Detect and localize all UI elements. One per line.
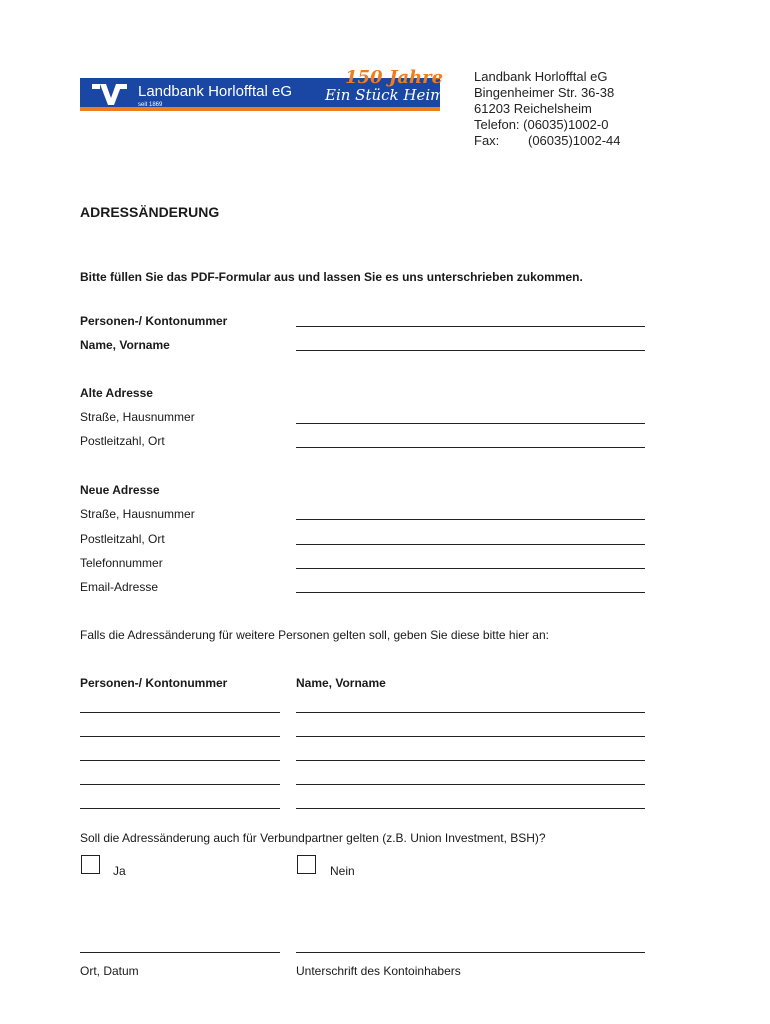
email-label: Email-Adresse (80, 580, 159, 594)
old-street-field[interactable] (296, 423, 645, 424)
extra-account-field-1[interactable] (80, 712, 280, 713)
page-title: ADRESSÄNDERUNG (80, 204, 220, 220)
fax-label: Fax: (474, 133, 500, 148)
account-number-label: Personen-/ Kontonummer (80, 314, 228, 328)
no-checkbox[interactable] (297, 855, 316, 874)
name-field[interactable] (296, 350, 645, 351)
signature-label: Unterschrift des Kontoinhabers (296, 964, 461, 978)
intro-text: Bitte füllen Sie das PDF-Formular aus und lassen Sie es uns unterschrieben zukommen. (80, 270, 583, 284)
extra-name-field-5[interactable] (296, 808, 645, 809)
logo-slogan: Ein Stück Heimat (325, 86, 460, 104)
no-label: Nein (330, 864, 355, 878)
old-zip-field[interactable] (296, 447, 645, 448)
yes-checkbox[interactable] (81, 855, 100, 874)
extra-account-field-5[interactable] (80, 808, 280, 809)
new-address-heading: Neue Adresse (80, 483, 160, 497)
bank-logo (80, 67, 460, 114)
logo-since: seit 1869 (138, 102, 163, 108)
bank-address-phone: Telefon: (06035)1002-0 (474, 117, 609, 132)
extra-name-field-3[interactable] (296, 760, 645, 761)
new-street-field[interactable] (296, 519, 645, 520)
extra-name-field-1[interactable] (296, 712, 645, 713)
more-persons-name-header: Name, Vorname (296, 676, 386, 690)
place-date-label: Ort, Datum (80, 964, 139, 978)
bank-address-name: Landbank Horlofftal eG (474, 69, 608, 84)
phone-label: Telefonnummer (80, 556, 163, 570)
more-persons-account-header: Personen-/ Kontonummer (80, 676, 228, 690)
extra-name-field-2[interactable] (296, 736, 645, 737)
bank-address-city: 61203 Reichelsheim (474, 101, 592, 116)
new-street-label: Straße, Hausnummer (80, 507, 195, 521)
new-zip-field[interactable] (296, 544, 645, 545)
account-number-field[interactable] (296, 326, 645, 327)
bank-address-fax (474, 133, 621, 148)
phone-field[interactable] (296, 568, 645, 569)
old-zip-label: Postleitzahl, Ort (80, 434, 165, 448)
fax-value: (06035)1002-44 (528, 133, 621, 148)
more-persons-text: Falls die Adressänderung für weitere Personen gelten soll, geben Sie diese bitte hier an: (80, 628, 549, 642)
name-label: Name, Vorname (80, 338, 170, 352)
sparkasse-style-v-logo-icon (92, 82, 128, 110)
old-address-heading: Alte Adresse (80, 386, 153, 400)
place-date-field[interactable] (80, 952, 280, 953)
signature-field[interactable] (296, 952, 645, 953)
logo-bank-name: Landbank Horlofftal eG (138, 83, 292, 100)
extra-account-field-2[interactable] (80, 736, 280, 737)
logo-orange-stripe (80, 107, 440, 111)
yes-label: Ja (113, 864, 126, 878)
extra-account-field-4[interactable] (80, 784, 280, 785)
old-street-label: Straße, Hausnummer (80, 410, 195, 424)
extra-account-field-3[interactable] (80, 760, 280, 761)
bank-address-street: Bingenheimer Str. 36-38 (474, 85, 615, 100)
extra-name-field-4[interactable] (296, 784, 645, 785)
logo-anniversary: 150 Jahre (345, 67, 444, 88)
partner-question: Soll die Adressänderung auch für Verbundpartner gelten (z.B. Union Investment, BSH)? (80, 831, 546, 845)
new-zip-label: Postleitzahl, Ort (80, 532, 165, 546)
email-field[interactable] (296, 592, 645, 593)
